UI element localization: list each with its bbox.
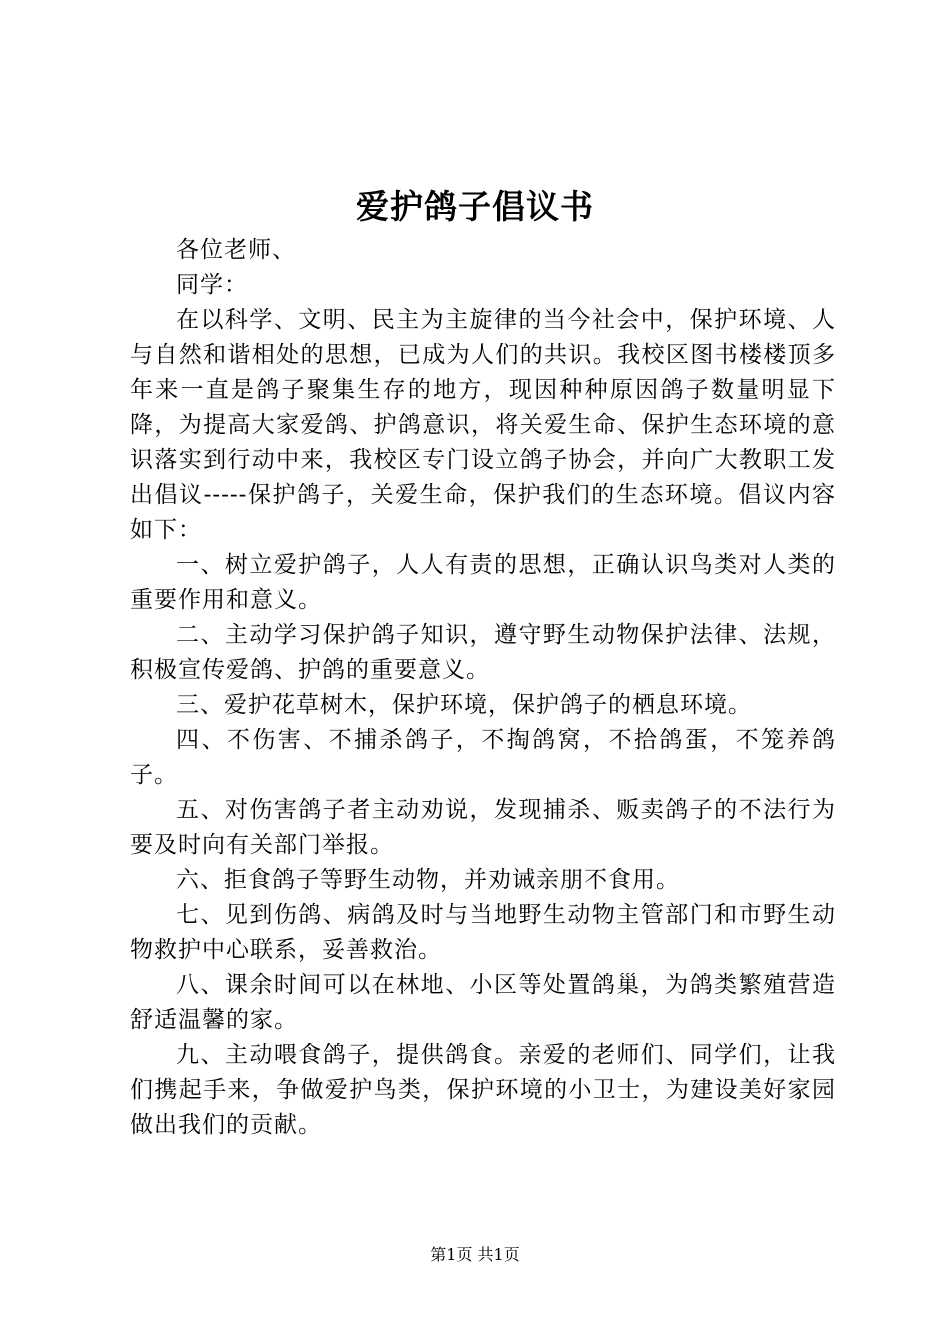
salutation-line: 同学： [176,272,248,298]
proposal-item: 二、主动学习保护鸽子知识，遵守野生动物保护法律、法规，积极宣传爱鸽、护鸽的重要意义。 [130,622,836,683]
proposal-item: 七、见到伤鸽、病鸽及时与当地野生动物主管部门和市野生动物救护中心联系，妥善救治。 [130,902,836,963]
proposal-item: 一、树立爱护鸽子，人人有责的思想，正确认识鸟类对人类的重要作用和意义。 [130,552,836,613]
page-footer: 第1页 共1页 [430,1245,520,1264]
intro-paragraph: 在以科学、文明、民主为主旋律的当今社会中，保护环境、人与自然和谐相处的思想，已成为人们的共识。我校区图书楼楼顶多年来一直是鸽子聚集生存的地方，现因种种原因鸽子数量明显下降，为提高大家爱鸽、护鸽意识，将关爱生命、保护生态环境的意识落实到行动中来，我校区专门设立鸽子协会，并向广大教职工发出倡议-----保护鸽子，关爱生命，保护我们的生态环境。倡议内容如下： [130,307,836,543]
proposal-item: 五、对伤害鸽子者主动劝说，发现捕杀、贩卖鸽子的不法行为要及时向有关部门举报。 [130,797,836,858]
proposal-item: 八、课余时间可以在林地、小区等处置鸽巢，为鸽类繁殖营造舒适温馨的家。 [130,972,836,1033]
proposal-item: 六、拒食鸽子等野生动物，并劝诫亲朋不食用。 [176,867,680,893]
document-body [130,233,836,1143]
salutation-line: 各位老师、 [176,237,296,263]
proposal-item: 九、主动喂食鸽子，提供鸽食。亲爱的老师们、同学们，让我们携起手来，争做爱护鸟类，保护环境的小卫士，为建设美好家园做出我们的贡献。 [130,1042,836,1138]
proposal-item: 四、不伤害、不捕杀鸽子，不掏鸽窝，不拾鸽蛋，不笼养鸽子。 [130,727,836,788]
document-title: 爱护鸽子倡议书 [356,187,594,226]
proposal-item: 三、爱护花草树木，保护环境，保护鸽子的栖息环境。 [176,692,752,718]
